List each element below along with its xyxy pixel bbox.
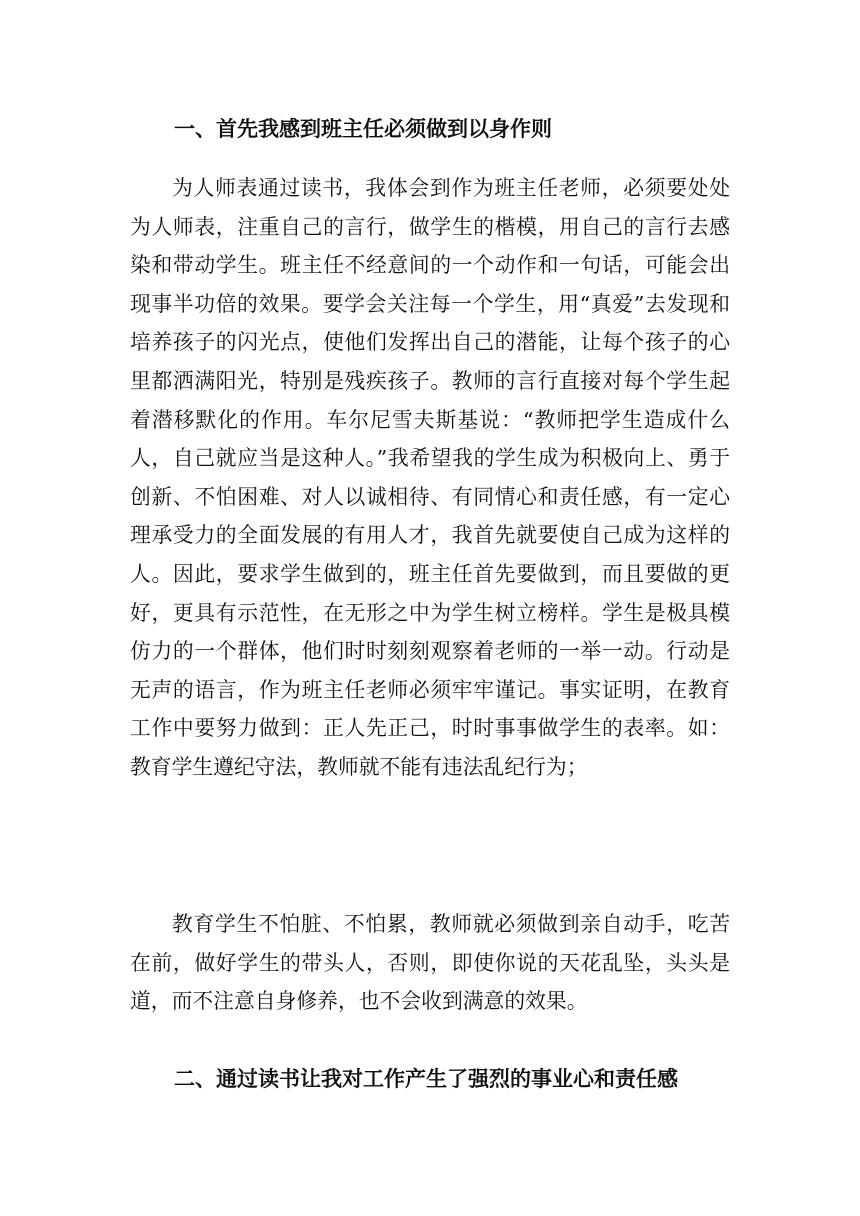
section-heading-2: 二、通过读书让我对工作产生了强烈的事业心和责任感 — [174, 1066, 678, 1091]
section-heading-1: 一、首先我感到班主任必须做到以身作则 — [174, 116, 552, 141]
body-paragraph-2: 教育学生不怕脏、不怕累，教师就必须做到亲自动手，吃苦在前，做好学生的带头人，否则，即使你说的天花乱坠，头头是道，而不注意自身修养，也不会收到满意的效果。 — [130, 912, 730, 1014]
body-paragraph-1: 为人师表通过读书，我体会到作为班主任老师，必须要处处为人师表，注重自己的言行，做学生的楷模，用自己的言行去感染和带动学生。班主任不经意间的一个动作和一句话，可能会出现事半功倍的效果。要学会关注每一个学生，用“真爱”去发现和培养孩子的闪光点，使他们发挥出自己的潜能，让每个孩子的心里都洒满阳光，特别是残疾孩子。教师的言行直接对每个学生起着潜移默化的作用。车尔尼雪夫斯基说：“教师把学生造成什么人，自己就应当是这种人。”我希望我的学生成为积极向上、勇于创新、不怕困难、对人以诚相待、有同情心和责任感，有一定心理承受力的全面发展的有用人才，我首先就要使自己成为这样的人。因此，要求学生做到的，班主任首先要做到，而且要做的更好，更具有示范性，在无形之中为学生树立榜样。学生是极具模仿力的一个群体，他们时时刻刻观察着老师的一举一动。行动是无声的语言，作为班主任老师必须牢牢谨记。事实证明，在教育工作中要努力做到：正人先正己，时时事事做学生的表率。如：教育学生遵纪守法，教师就不能有违法乱纪行为； — [130, 176, 730, 779]
